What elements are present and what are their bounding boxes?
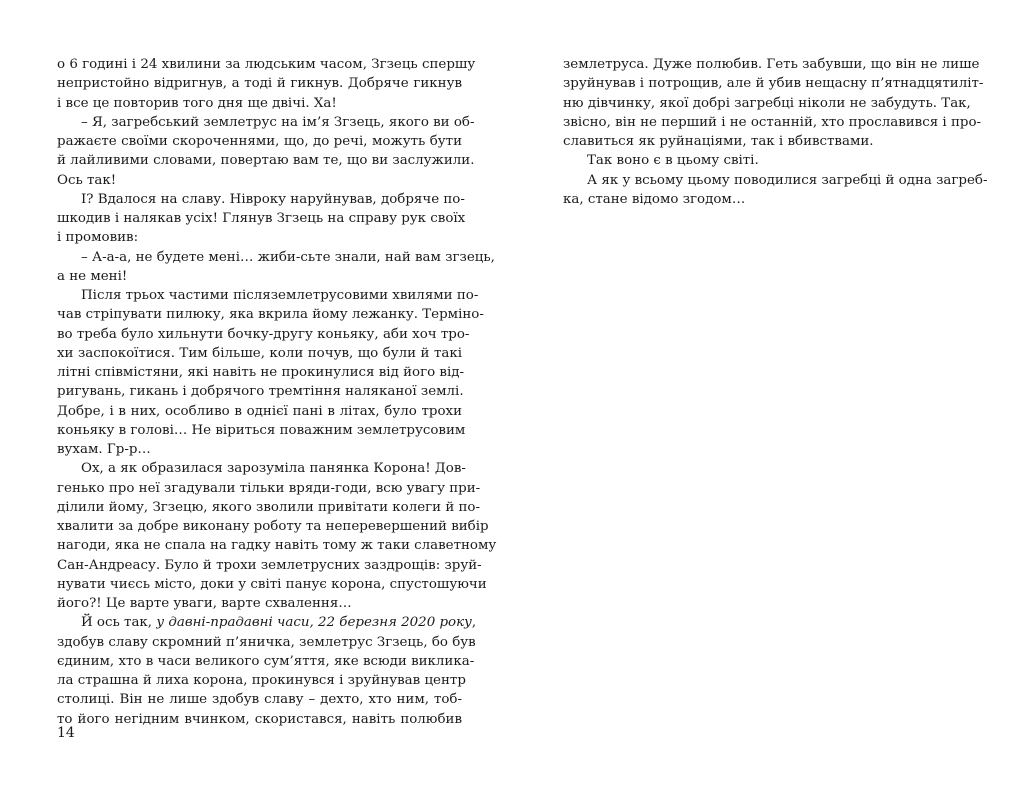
- text-line: коньяку в голові… Не віриться поважним землетрусовим: [57, 422, 466, 438]
- text-line: – А-а-а, не будете мені… жиби-сьте знали, най вам згзець,: [81, 249, 495, 265]
- text-line: нувати чиєсь місто, доки у світі панує корона, спустошуючи: [57, 576, 487, 592]
- text-line: столиці. Він не лише здобув славу – дехто, хто ним, тоб-: [57, 692, 462, 708]
- text-line: ригувань, гикань і добрячого тремтіння наляканої землі.: [57, 384, 464, 400]
- text-line: здобув славу скромний п’яничка, землетрус Згзець, бо був: [57, 634, 476, 650]
- text-line: во треба було хильнути бочку-другу коньяку, аби хоч тро-: [57, 326, 470, 342]
- italic-date-phrase: у давні-прадавні часи, 22 березня 2020 року: [156, 615, 472, 631]
- text-fragment: Й ось так,: [81, 615, 157, 631]
- page-number: 14: [57, 725, 75, 741]
- text-line: ла страшна й лиха корона, прокинувся і зруйнував центр: [57, 673, 466, 688]
- text-line: його?! Це варте уваги, варте схвалення…: [57, 596, 352, 611]
- text-line: вухам. Гр-р…: [57, 442, 151, 457]
- text-line: славиться як руйнаціями, так і вбивствами.: [563, 134, 874, 149]
- text-line: звісно, він не перший і не останній, хто прославився і про-: [563, 114, 982, 130]
- text-line: і все це повторив того дня ще двічі. Ха!: [57, 95, 337, 111]
- text-line: ню дівчинку, якої добрі загребці ніколи не забудуть. Так,: [563, 95, 971, 111]
- text-line: Так воно є в цьому світі.: [587, 153, 759, 169]
- text-line: А як у всьому цьому поводилися загребці й одна загреб-: [587, 172, 988, 188]
- text-line: нагоди, яка не спала на гадку навіть тому ж таки славетному: [57, 538, 497, 554]
- right-page-text: [563, 55, 988, 209]
- text-line: Добре, і в них, особливо в однієї пані в літах, було трохи: [57, 403, 462, 419]
- text-line: землетруса. Дуже полюбив. Геть забувши, що він не лише: [563, 57, 980, 72]
- text-line: Ось так!: [57, 172, 117, 188]
- text-line: Після трьох частими післяземлетрусовими хвилями по-: [81, 288, 479, 303]
- text-line: ка, стане відомо згодом…: [563, 191, 746, 207]
- text-fragment: ,: [471, 615, 477, 631]
- text-line: літні співмістяни, які навіть не прокинулися від його від-: [57, 365, 464, 380]
- text-line: І? Вдалося на славу. Нівроку наруйнував, добряче по-: [81, 191, 465, 207]
- text-line: Ох, а як образилася зарозуміла панянка Корона! Дов-: [81, 461, 466, 477]
- text-line: генько про неї згадували тільки вряди-годи, всю увагу при-: [57, 480, 481, 496]
- text-line: і промовив:: [57, 230, 139, 246]
- text-line: Сан-Андреасу. Було й трохи землетрусних заздрощів: зруй-: [57, 557, 482, 573]
- text-line: а не мені!: [57, 268, 128, 284]
- text-line: [57, 613, 477, 632]
- text-line: то його негідним вчинком, скористався, навіть полюбив: [57, 711, 462, 727]
- text-line: – Я, загребський землетрус на ім’я Згзець, якого ви об-: [81, 114, 475, 130]
- text-line: непристойно відригнув, а тоді й гикнув. Добряче гикнув: [57, 76, 462, 92]
- text-line: чав стріпувати пилюку, яка вкрила йому лежанку. Терміно-: [57, 307, 484, 323]
- left-page-text: [57, 55, 497, 729]
- text-line: шкодив і налякав усіх! Глянув Згзець на справу рук своїх: [57, 211, 466, 226]
- text-line: й лайливими словами, повертаю вам те, що ви заслужили.: [57, 153, 475, 169]
- text-line: ділили йому, Згзецю, якого зволили привітати колеги й по-: [57, 499, 481, 515]
- text-line: єдиним, хто в часи великого сум’яття, яке всюди виклика-: [57, 653, 475, 669]
- text-line: зруйнував і потрощив, але й убив нещасну п’ятнадцятиліт-: [563, 76, 984, 92]
- text-line: хвалити за добре виконану роботу та неперевершений вибір: [57, 519, 489, 534]
- text-line: о 6 годині і 24 хвилини за людським часом, Згзець спершу: [57, 57, 476, 72]
- text-line: ражаєте своїми скороченнями, що, до речі, можуть бути: [57, 134, 462, 149]
- text-line: хи заспокоїтися. Тим більше, коли почув, що були й такі: [57, 345, 462, 361]
